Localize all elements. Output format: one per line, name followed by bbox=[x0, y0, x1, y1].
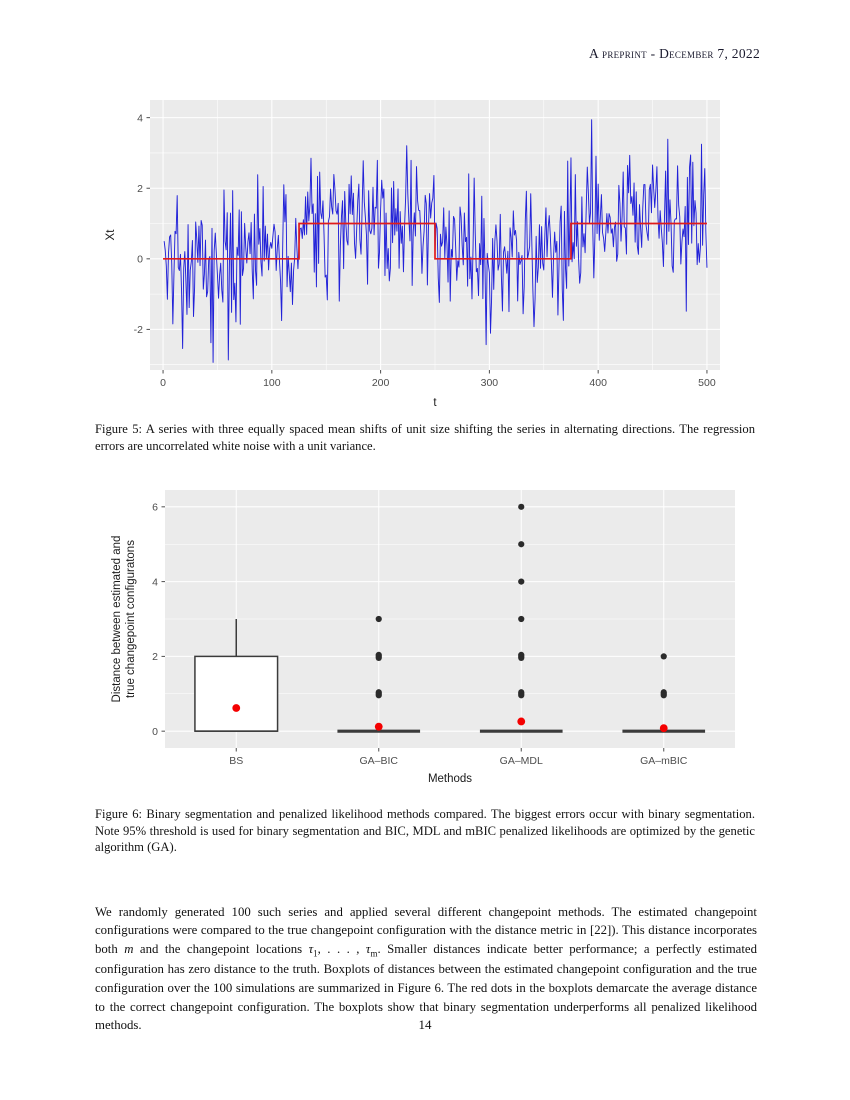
x-tick-label: 500 bbox=[698, 377, 716, 389]
math-tau-1-subscript: 1 bbox=[313, 948, 318, 959]
outlier-point-cluster bbox=[376, 689, 382, 698]
x-tick-label: GA–BIC bbox=[359, 755, 399, 767]
x-tick-label: GA–MDL bbox=[499, 755, 543, 767]
figure-6-caption-text: Binary segmentation and penalized likelihood methods compared. The biggest errors occur with binary segmentation. Note 95% threshold is used for binary segmentation and BIC, MDL and mBIC penalized likelihoods are optimized by the genetic algorithm (GA). bbox=[95, 807, 756, 855]
x-tick-label: 200 bbox=[371, 377, 390, 389]
outlier-point bbox=[518, 541, 524, 547]
y-tick-label: 4 bbox=[137, 112, 143, 125]
mean-marker bbox=[660, 724, 668, 732]
page-number: 14 bbox=[418, 1017, 432, 1032]
mean-marker bbox=[232, 704, 240, 712]
y-tick-label: 2 bbox=[152, 651, 158, 664]
y-tick-label: 0 bbox=[137, 253, 143, 266]
x-axis-title: Methods bbox=[427, 773, 473, 785]
math-m: m bbox=[124, 941, 134, 956]
body-text-part2: and the changepoint locations bbox=[133, 941, 309, 956]
running-head: A preprint - December 7, 2022 bbox=[589, 46, 760, 61]
figure-6-caption bbox=[95, 806, 755, 856]
outlier-point bbox=[518, 504, 524, 510]
figure-5-caption bbox=[95, 421, 755, 454]
figure-6-plot bbox=[0, 484, 850, 796]
figure-6 bbox=[0, 484, 850, 796]
x-axis-title: t bbox=[433, 397, 437, 409]
y-tick-label: 0 bbox=[152, 725, 158, 738]
y-tick-label: 2 bbox=[137, 183, 143, 196]
y-axis-title bbox=[111, 536, 137, 703]
mean-marker bbox=[517, 718, 525, 726]
y-axis-title-line2: true changepoint configuratons bbox=[125, 540, 137, 698]
x-tick-label: 100 bbox=[263, 377, 281, 389]
y-tick-label: -2 bbox=[133, 324, 143, 337]
figure-5-caption-label: Figure 5: bbox=[95, 422, 143, 436]
outlier-point bbox=[661, 653, 667, 659]
outlier-point bbox=[518, 616, 524, 622]
figure-6-caption-label: Figure 6: bbox=[95, 807, 143, 821]
y-axis-title: Xt bbox=[105, 229, 117, 241]
mean-marker bbox=[375, 723, 383, 731]
outlier-point-cluster bbox=[376, 652, 382, 661]
body-text-part1: We randomly generated 100 such series and applied several different changepoint methods. The estimated changepoint configurations were compared to the true changepoint configuration with the distance metric in [22]). This distance incorporates both bbox=[95, 904, 757, 956]
y-axis-title-line1: Distance between estimated and bbox=[111, 535, 123, 703]
outlier-point-cluster bbox=[518, 689, 524, 698]
figure-5-caption-text: A series with three equally spaced mean shifts of unit size shifting the series in alternating directions. The regression errors are uncorrelated white noise with a unit variance. bbox=[95, 422, 755, 453]
math-tau-m: τ bbox=[365, 941, 371, 956]
outlier-point-cluster bbox=[518, 652, 524, 661]
math-tau-1: τ bbox=[308, 941, 314, 956]
body-paragraph bbox=[95, 903, 757, 1035]
x-tick-label: BS bbox=[229, 755, 244, 767]
y-tick-label: 4 bbox=[152, 576, 158, 589]
figure-5 bbox=[0, 92, 850, 412]
x-tick-label: 400 bbox=[589, 377, 607, 389]
math-tau-separator: , . . . , bbox=[317, 941, 366, 956]
x-tick-label: 300 bbox=[480, 377, 499, 389]
math-tau-m-subscript: m bbox=[370, 948, 378, 959]
body-text-part3: . Smaller distances indicate better performance; a perfectly estimated configuration has zero distance to the truth. Boxplots of distances between the estimated changepoint configuration and the true configuration over the 100 simulations are summarized in Figure 6. The red dots in the boxplots demarcate the average distance to the correct changepoint configuration. The boxplots show that binary segmentation underperforms all penalized likelihood methods. bbox=[95, 941, 757, 1033]
x-tick-label: 0 bbox=[160, 377, 166, 389]
outlier-point-cluster bbox=[661, 689, 667, 698]
y-tick-label: 6 bbox=[152, 501, 158, 514]
outlier-point bbox=[376, 616, 382, 622]
figure-5-plot bbox=[0, 92, 850, 412]
x-tick-label: GA–mBIC bbox=[640, 755, 688, 767]
outlier-point bbox=[518, 579, 524, 585]
